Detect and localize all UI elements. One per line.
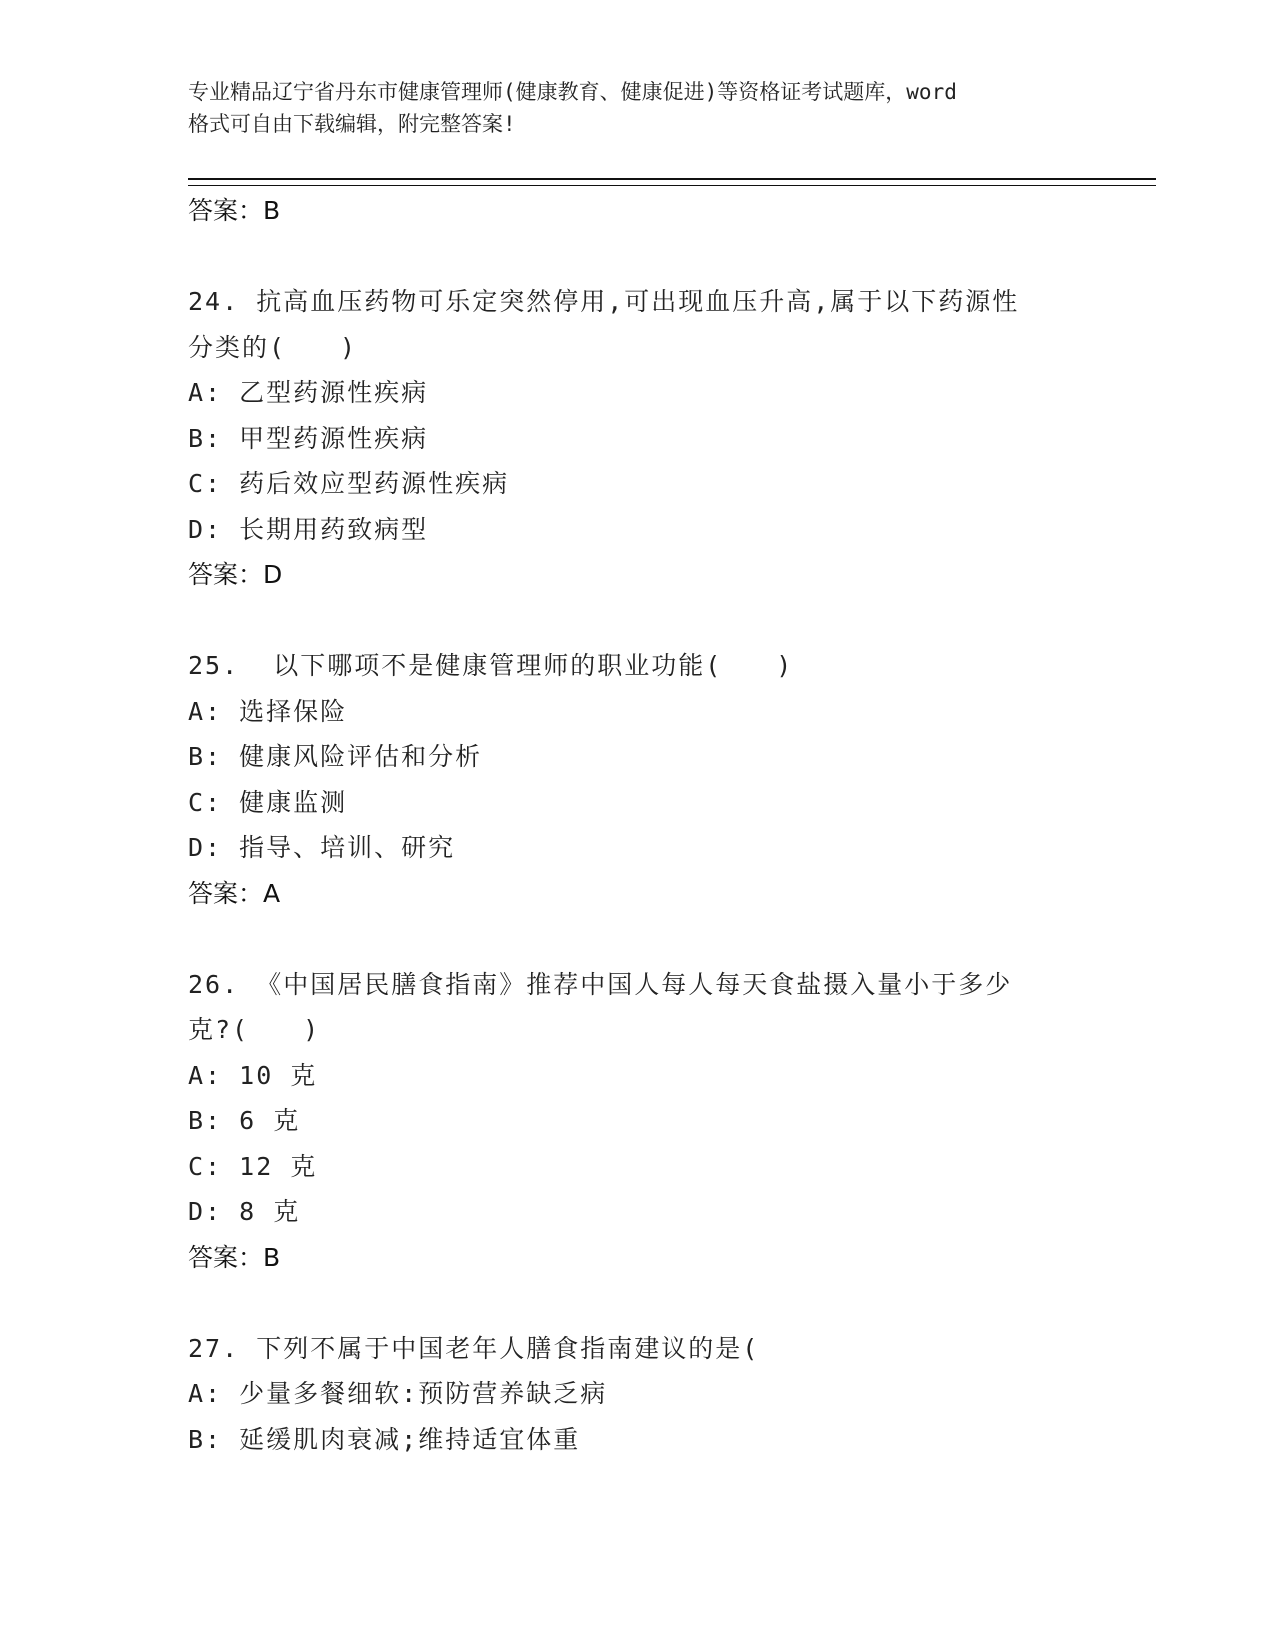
option-b: B: 6 克 — [188, 1106, 301, 1135]
question-list — [188, 188, 1148, 1462]
option-c: C: 12 克 — [188, 1151, 318, 1181]
question-text: 克?( ) — [188, 1015, 321, 1044]
option-a: A: 选择保险 — [188, 696, 348, 726]
question-24 — [188, 279, 1148, 598]
document-header — [188, 76, 1148, 140]
question-25 — [188, 643, 1148, 916]
option-b: B: 健康风险评估和分析 — [188, 742, 483, 771]
option-a: A: 少量多餐细软:预防营养缺乏病 — [188, 1379, 608, 1408]
option-b: B: 甲型药源性疾病 — [188, 423, 429, 453]
answer-line: 答案：B — [188, 1242, 281, 1272]
option-d: D: 8 克 — [188, 1197, 301, 1226]
question-text: 24. 抗高血压药物可乐定突然停用,可出现血压升高,属于以下药源性 — [188, 287, 1020, 316]
answer-line: 答案：B — [188, 196, 281, 225]
question-text: 25. 以下哪项不是健康管理师的职业功能( ) — [188, 651, 794, 680]
answer-line: 答案：D — [188, 560, 283, 589]
question-text: 27. 下列不属于中国老年人膳食指南建议的是( — [188, 1333, 760, 1363]
option-b: B: 延缓肌肉衰减;维持适宜体重 — [188, 1424, 581, 1454]
question-text: 26. 《中国居民膳食指南》推荐中国人每人每天食盐摄入量小于多少 — [188, 969, 1013, 999]
question-27 — [188, 1326, 1148, 1463]
option-c: C: 药后效应型药源性疾病 — [188, 469, 510, 498]
option-a: A: 10 克 — [188, 1060, 318, 1090]
option-c: C: 健康监测 — [188, 787, 348, 817]
option-d: D: 指导、培训、研究 — [188, 833, 456, 862]
option-a: A: 乙型药源性疾病 — [188, 378, 429, 407]
answer-line: 答案：A — [188, 878, 281, 908]
header-divider — [188, 178, 1156, 186]
question-text: 分类的( ) — [188, 332, 358, 362]
option-d: D: 长期用药致病型 — [188, 514, 429, 544]
header-line: 专业精品辽宁省丹东市健康管理师(健康教育、健康促进)等资格证考试题库，word — [188, 80, 957, 104]
header-line: 格式可自由下载编辑，附完整答案! — [188, 112, 516, 136]
question-26 — [188, 962, 1148, 1281]
